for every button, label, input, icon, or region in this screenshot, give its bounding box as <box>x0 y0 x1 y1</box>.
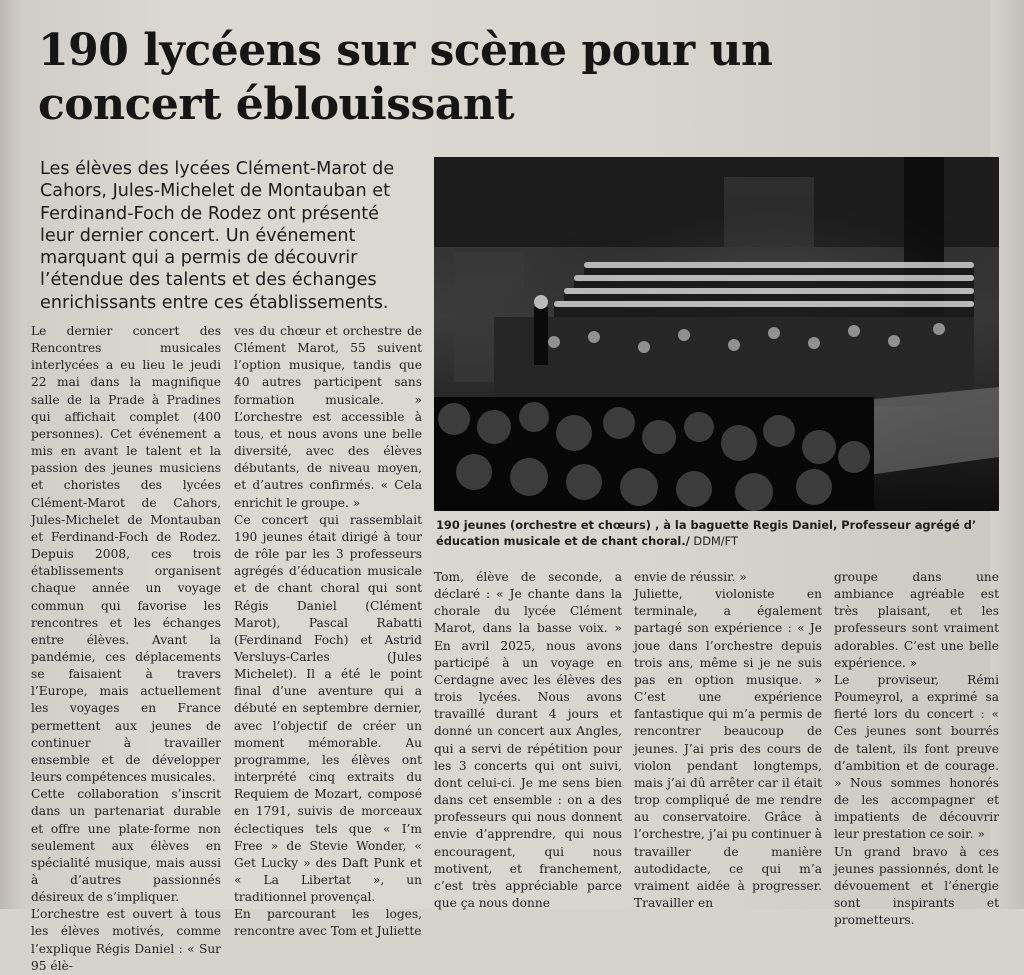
column-2-paragraph: En parcourant les loges, rencontre avec Tom et Juliette <box>234 907 422 939</box>
caption-text: 190 jeunes (orchestre et chœurs) , à la baguette Regis Daniel, Professeur agrégé d’ éducation musicale et de chant choral./ <box>436 518 977 548</box>
headline-line-1: 190 lycéens sur scène pour un <box>38 25 773 76</box>
column-1-paragraph: Cette collaboration s’inscrit dans un partenariat durable et offre une plate-forme non seulement aux élèves en spécialité musique, mais aussi à d’autres passionnés désireux de s’impliquer. <box>31 787 221 905</box>
column-4-paragraph: Juliette, violoniste en terminale, a également partagé son expérience : « Je joue dans l’orchestre depuis trois ans, même si je ne suis pas en option musique. » C’est une expérience fantastique qui m’a permis de rencontrer beaucoup de jeunes. J’ai pris des cours de violon pendant longtemps, mais j’ai dû arrêter car il était trop compliqué de me rendre au conservatoire. Grâce à l’orchestre, j’ai pu continuer à travailler de manière autodidacte, ce qui m’a vraiment aidée à progresser. Travailler en <box>634 587 822 910</box>
column-1-paragraph: Le dernier concert des Rencontres musicales interlycées a eu lieu le jeudi 22 mai dans la magnifique salle de la Prade à Pradines qui affichait complet (400 personnes). Cet événement a mis en avant le talent et la passion des jeunes musiciens et choristes des lycées Clément-Marot de Cahors, Jules-Michelet de Montauban et Ferdinand-Foch de Rodez. Depuis 2008, ces trois établissements organisent chaque année un voyage commun qui favorise les rencontres et les échanges entre élèves. Avant la pandémie, ces déplacements se faisaient à travers l’Europe, mais actuellement les voyages en France permettent aux jeunes de continuer à travailler ensemble et de développer leurs compétences musicales. <box>31 324 221 785</box>
concert-photo <box>434 157 999 511</box>
article-column-1 <box>31 323 221 975</box>
column-5-paragraph: Un grand bravo à ces jeunes passionnés, dont le dévouement et l’énergie sont inspirants et prometteurs. <box>834 844 999 928</box>
headline-line-2: concert éblouissant <box>38 79 515 130</box>
concert-photo-illustration <box>434 157 999 511</box>
column-4-paragraph: envie de réussir. » <box>634 570 747 584</box>
column-2-paragraph: Ce concert qui rassemblait 190 jeunes était dirigé à tour de rôle par les 3 professeurs agrégés d’éducation musicale et de chant choral qui sont Régis Daniel (Clément Marot), Pascal Rabatti (Ferdinand Foch) et Astrid Versluys-Carles (Jules Michelet). Il a été le point final d’une aventure qui a débuté en septembre dernier, avec l’objectif de créer un moment mémorable. Au programme, les élèves ont interprété cinq extraits du Requiem de Mozart, composé en 1791, suivis de morceaux éclectiques tels que « I’m Free » de Stevie Wonder, « Get Lucky » des Daft Punk et « La Libertat », un traditionnel provençal. <box>234 512 422 905</box>
headline <box>38 24 858 132</box>
column-5-paragraph: Le proviseur, Rémi Poumeyrol, a exprimé sa fierté lors du concert : « Ces jeunes sont bourrés de talent, ils font preuve d’ambition et de courage. » Nous sommes honorés de les accompagner et impatients de découvrir leur prestation ce soir. » <box>834 672 999 842</box>
column-1-paragraph: L’orchestre est ouvert à tous les élèves motivés, comme l’explique Régis Daniel : « Sur 95 élè- <box>31 907 221 973</box>
article-column-5 <box>834 569 999 929</box>
lead-paragraph: Les élèves des lycées Clément-Marot de Cahors, Jules-Michelet de Montauban et Ferdinand-Foch de Rodez ont présenté leur dernier concert. Un événement marquant qui a permis de découvrir l’étendue des talents et des échanges enrichissants entre ces établissements. <box>40 159 395 313</box>
column-5-paragraph: groupe dans une ambiance agréable est très plaisant, et les professeurs sont vraiment adorables. C’est une belle expérience. » <box>834 570 999 670</box>
photo-credit: DDM/FT <box>689 534 738 548</box>
article-column-3 <box>434 569 622 912</box>
column-2-paragraph: ves du chœur et orchestre de Clément Marot, 55 suivent l’option musique, tandis que 40 autres participent sans formation musicale. » L’orchestre est accessible à tous, et nous avons une belle diversité, avec des élèves débutants, de niveau moyen, et d’autres confirmés. « Cela enrichit le groupe. » <box>234 324 422 510</box>
photo-caption <box>436 517 1001 549</box>
article-column-4 <box>634 569 822 912</box>
adjacent-column-edge <box>0 0 24 909</box>
article-column-2 <box>234 323 422 941</box>
column-3-paragraph: Tom, élève de seconde, a déclaré : « Je chante dans la chorale du lycée Clément Marot, dans la basse voix. » En avril 2025, nous avons participé à un voyage en Cerdagne avec les élèves des trois lycées. Nous avons travaillé durant 4 jours et donné un concert aux Angles, qui a servi de répétition pour les 3 concerts qui ont suivi, dont celui-ci. Je me sens bien dans cet ensemble : on a des professeurs qui nous donnent envie d’apprendre, qui nous encouragent, qui nous motivent, et franchement, c’est très appréciable parce que ça nous donne <box>434 570 622 910</box>
